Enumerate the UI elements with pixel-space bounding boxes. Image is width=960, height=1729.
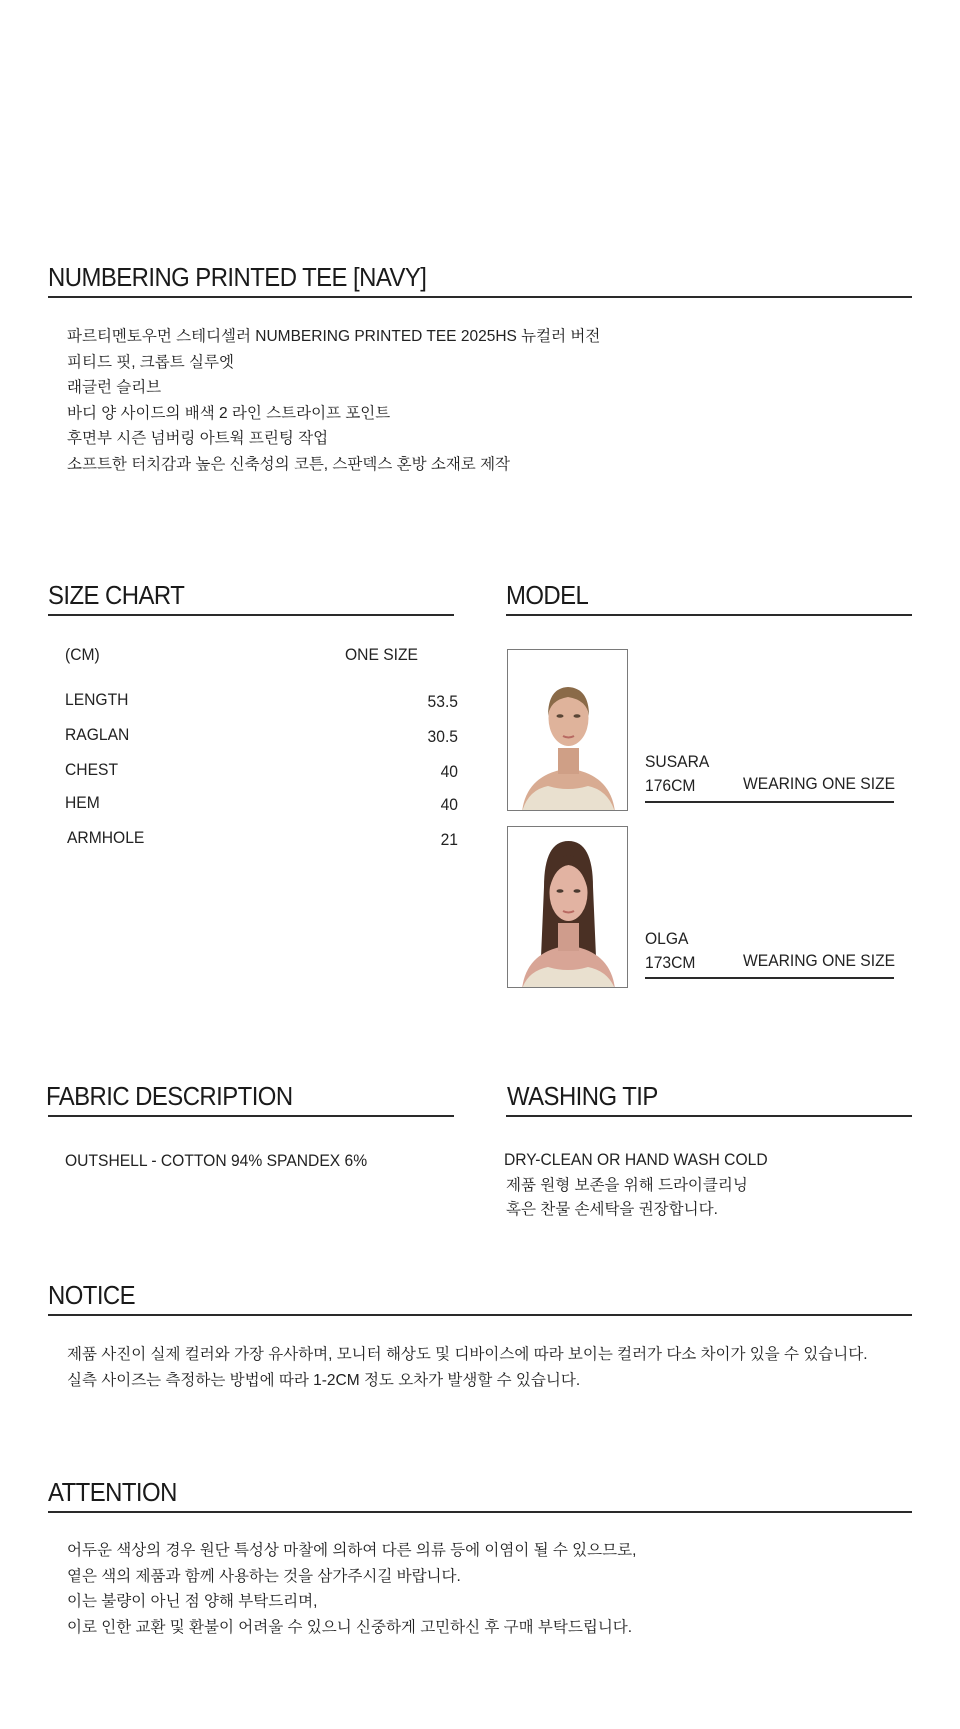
notice-line: 실측 사이즈는 측정하는 방법에 따라 1-2CM 정도 오차가 발생할 수 있습니다.	[67, 1371, 581, 1389]
size-column-header: ONE SIZE	[344, 645, 418, 664]
attention-divider	[48, 1511, 912, 1513]
model-wearing-size: WEARING ONE SIZE	[743, 774, 896, 793]
product-description	[67, 324, 600, 477]
size-row-label: LENGTH	[65, 690, 129, 709]
model-height: 176CM	[645, 776, 696, 795]
attention-line: 어두운 색상의 경우 원단 특성상 마찰에 의하여 다른 의류 등에 이염이 될 수 있으므로,	[67, 1542, 637, 1559]
size-row-value: 40	[440, 762, 458, 781]
size-row-label: CHEST	[65, 760, 119, 779]
size-row-value: 40	[440, 795, 458, 814]
size-chart-divider	[48, 614, 454, 616]
attention-text	[67, 1538, 636, 1640]
model-portrait-image	[508, 827, 628, 988]
model-height: 173CM	[645, 953, 696, 972]
washing-divider	[506, 1115, 912, 1117]
washing-instruction: DRY-CLEAN OR HAND WASH COLD	[504, 1150, 768, 1169]
size-row-value: 21	[440, 830, 458, 849]
attention-line: 옅은 색의 제품과 함께 사용하는 것을 삼가주시길 바랍니다.	[67, 1567, 461, 1585]
product-title: NUMBERING PRINTED TEE [NAVY]	[48, 262, 427, 292]
title-divider	[48, 296, 912, 298]
description-line: 소프트한 터치감과 높은 신축성의 코튼, 스판덱스 혼방 소재로 제작	[67, 455, 511, 473]
notice-heading: NOTICE	[48, 1280, 136, 1310]
size-unit-label: (CM)	[65, 645, 100, 664]
model-portrait-image	[508, 650, 628, 811]
fabric-heading: FABRIC DESCRIPTION	[46, 1081, 293, 1111]
size-chart-heading: SIZE CHART	[48, 580, 185, 610]
model-name: OLGA	[645, 929, 689, 948]
fabric-divider	[48, 1115, 454, 1117]
washing-heading: WASHING TIP	[507, 1081, 658, 1111]
model-divider-line	[645, 801, 894, 803]
model-photo-susara	[507, 649, 628, 811]
model-divider	[506, 614, 912, 616]
washing-note-line: 혹은 찬물 손세탁을 권장합니다.	[506, 1201, 718, 1218]
size-row-value: 30.5	[427, 727, 458, 746]
washing-note	[506, 1174, 748, 1222]
description-line: 파르티멘토우먼 스테디셀러 NUMBERING PRINTED TEE 2025HS 뉴컬러 버전	[67, 328, 601, 345]
attention-line: 이는 불량이 아닌 점 양해 부탁드리며,	[67, 1593, 318, 1610]
description-line: 래글런 슬리브	[67, 379, 162, 396]
description-line: 피티드 핏, 크롭트 실루엣	[67, 353, 234, 371]
notice-divider	[48, 1314, 912, 1316]
attention-heading: ATTENTION	[48, 1477, 177, 1507]
model-divider-line	[645, 977, 894, 979]
model-photo-olga	[507, 826, 628, 988]
model-name: SUSARA	[645, 752, 710, 771]
model-wearing-size: WEARING ONE SIZE	[743, 951, 896, 970]
size-row-label: RAGLAN	[65, 725, 130, 744]
size-row-value: 53.5	[427, 692, 458, 711]
notice-text	[67, 1342, 868, 1393]
description-line: 후면부 시즌 넘버링 아트웍 프린팅 작업	[67, 430, 329, 447]
fabric-text: OUTSHELL - COTTON 94% SPANDEX 6%	[65, 1151, 368, 1170]
notice-line: 제품 사진이 실제 컬러와 가장 유사하며, 모니터 해상도 및 디바이스에 따라 보이는 컬러가 다소 차이가 있을 수 있습니다.	[67, 1346, 868, 1363]
model-heading: MODEL	[506, 580, 589, 610]
washing-note-line: 제품 원형 보존을 위해 드라이클리닝	[506, 1177, 748, 1194]
description-line: 바디 양 사이드의 배색 2 라인 스트라이프 포인트	[67, 404, 391, 422]
size-row-label: ARMHOLE	[67, 828, 145, 847]
attention-line: 이로 인한 교환 및 환불이 어려울 수 있으니 신중하게 고민하신 후 구매 부탁드립니다.	[67, 1618, 633, 1636]
size-row-label: HEM	[65, 793, 100, 812]
